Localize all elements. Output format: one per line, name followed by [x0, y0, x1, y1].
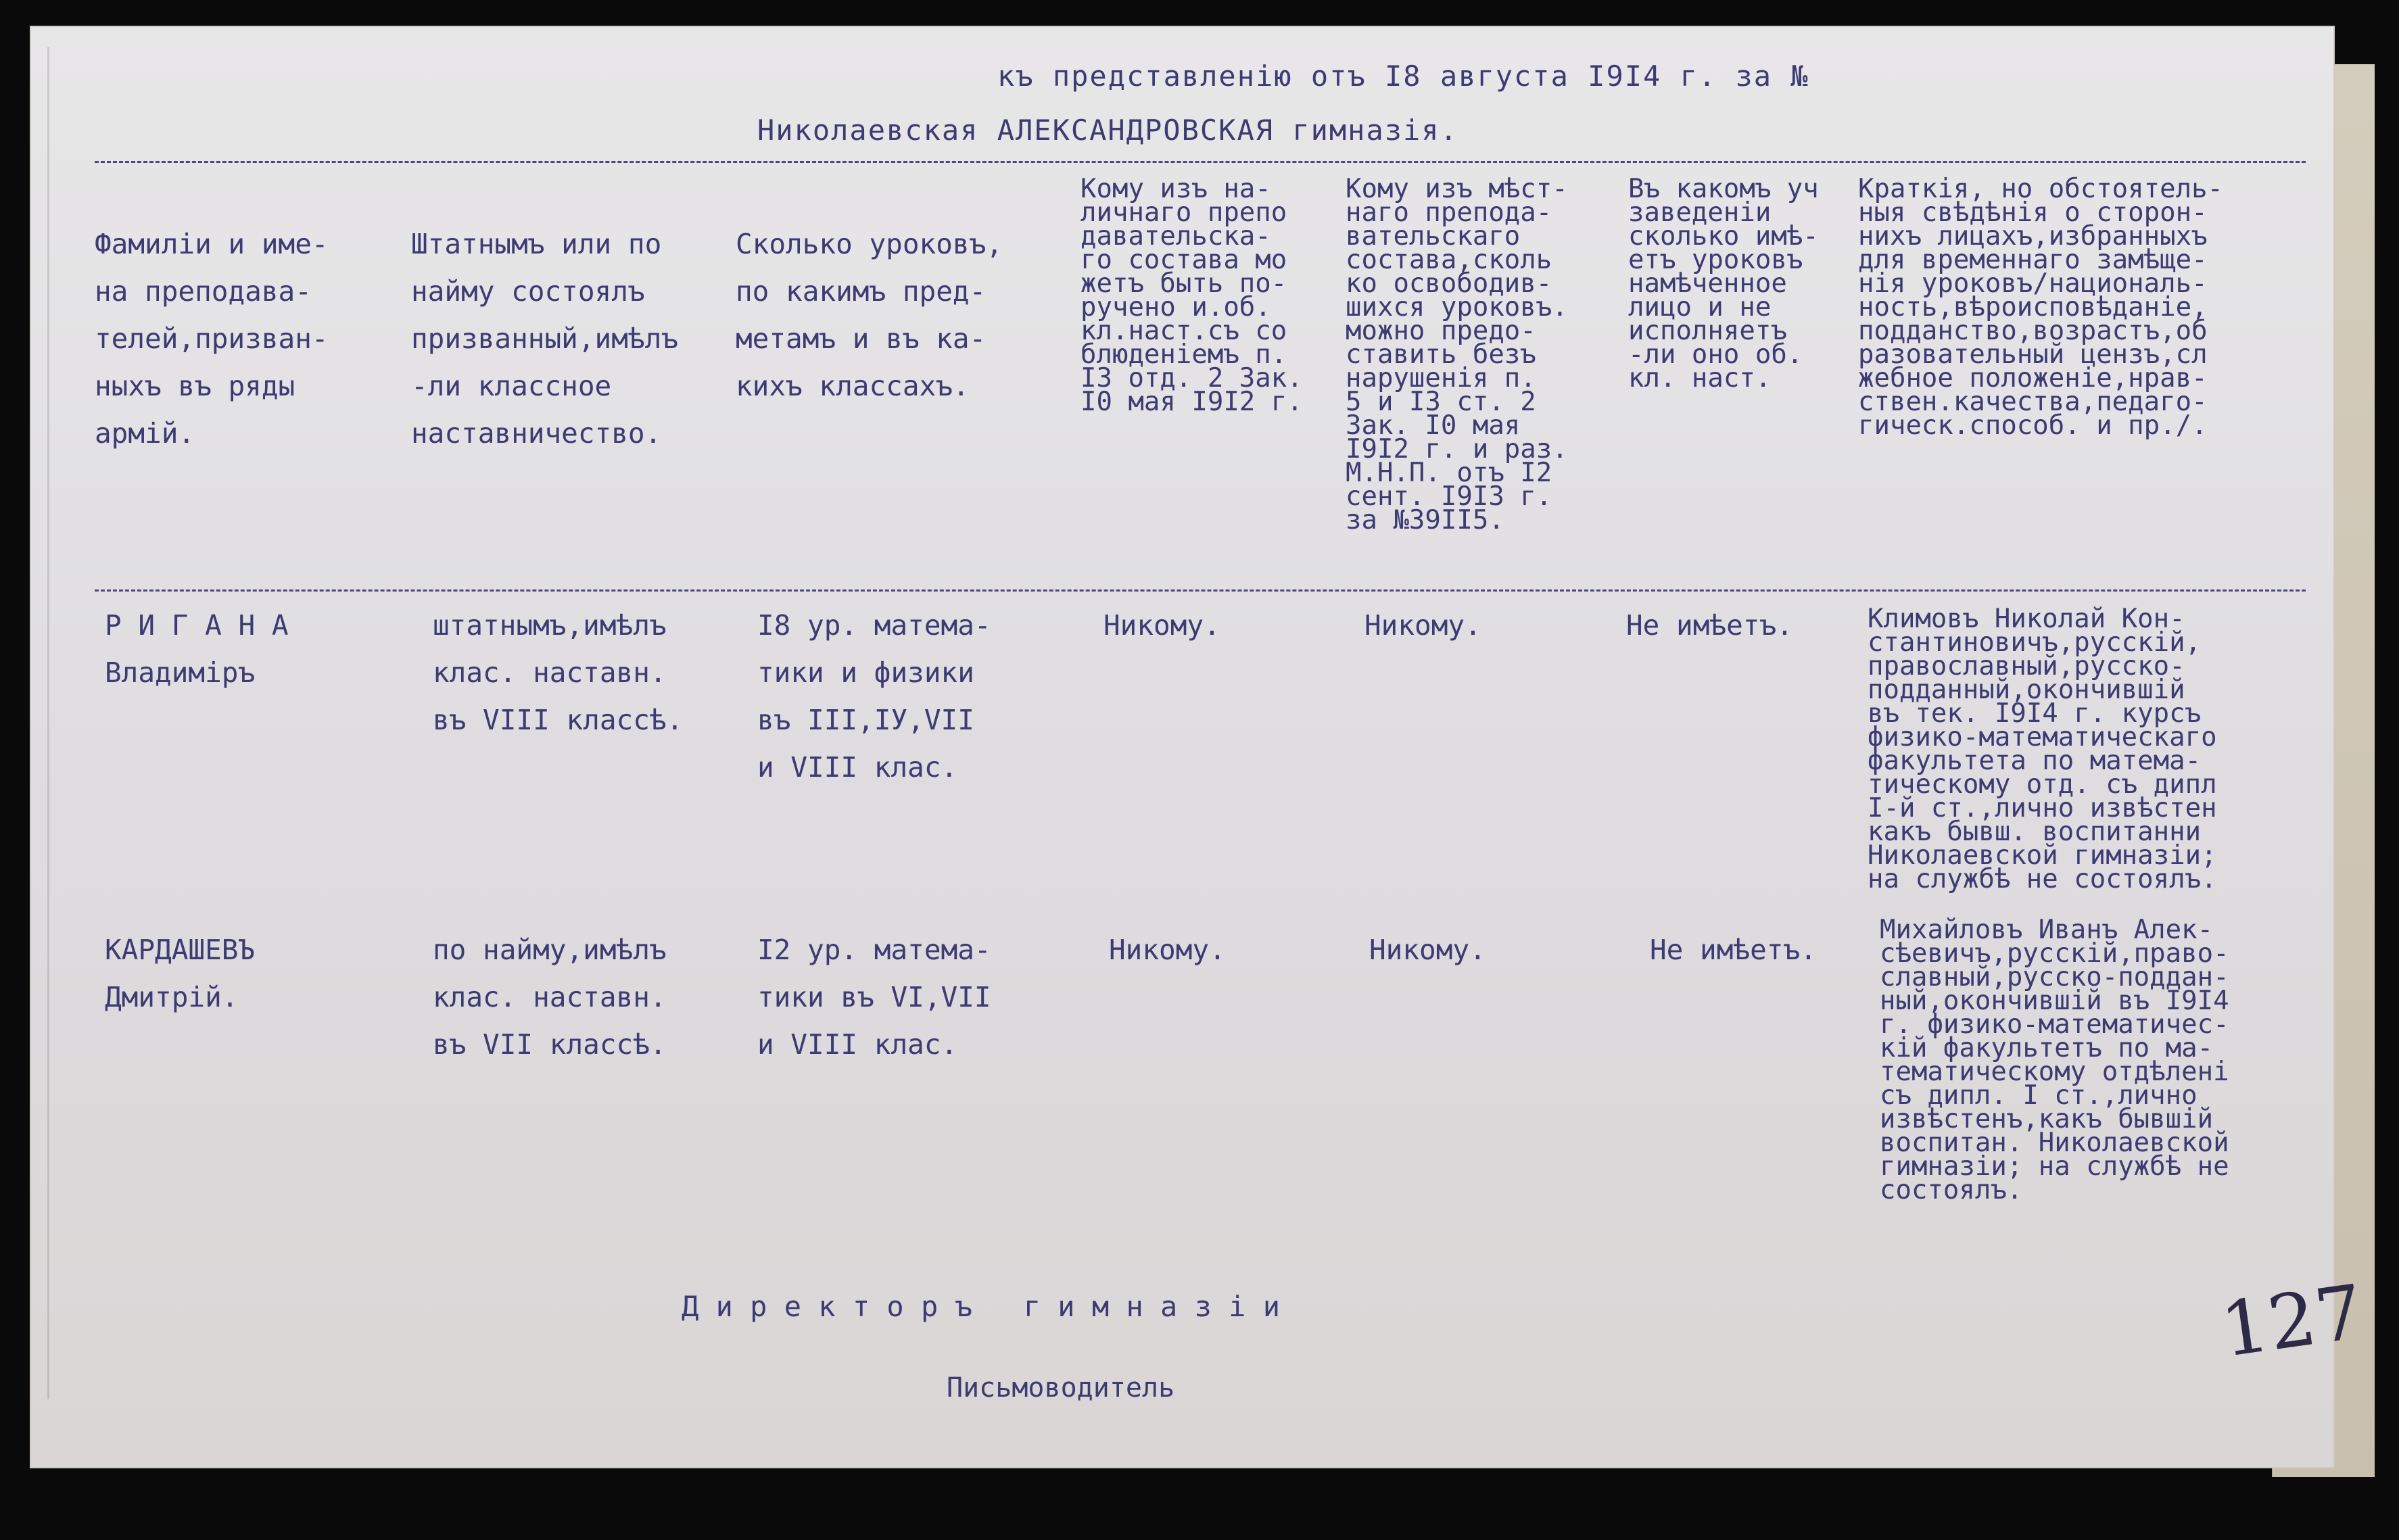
- middle-dashed-rule: [95, 589, 2306, 592]
- row2-assign-lessons: Никому.: [1369, 934, 1486, 966]
- row2-assign-class: Никому.: [1109, 934, 1226, 966]
- row2-candidate: Михайловъ Иванъ Алек- сѣевичъ,русскій,право- славный,русско-поддан- ный,окончившій въ I9I4 г. физико-математичес- кій факультетъ по ма- тематическому отдѣлені съ дипл. I ст.,лично извѣстенъ,какъ бывшій воспитан. Николаевской гимназіи; на службѣ не состоялъ.: [1880, 915, 2229, 1205]
- clerk-signature-line: Письмоводитель: [947, 1372, 1175, 1403]
- row1-other-school: Не имѣетъ.: [1626, 609, 1793, 642]
- col-heading-candidate: Краткія, но обстоятель- ныя свѣдѣнія о сторон- нихъ лицахъ,избранныхъ для временнаго замѣще- нія уроковъ/националь- ность,вѣроисповѣданіе, подданство,возрастъ,об разовательный цензъ,сл жебное положеніе,нрав- ствен.качества,педаго- гическ.способ. и пр./.: [1858, 174, 2224, 441]
- col-heading-name: Фамиліи и име- на преподава- телей,призван- ныхъ въ ряды армій.: [95, 228, 329, 450]
- handwritten-page-number: 127: [2216, 1268, 2369, 1374]
- header-line-2: Николаевская АЛЕКСАНДРОВСКАЯ гимназія.: [757, 114, 1458, 147]
- row1-assign-lessons: Никому.: [1364, 609, 1481, 642]
- row1-name: Р И Г А Н А Владиміръ: [105, 609, 289, 689]
- row1-candidate: Климовъ Николай Кон- стантиновичъ,русскій, православный,русско- подданный,окончившій въ тек. I9I4 г. курсъ физико-математическаго факультета по матема- тическому отд. съ дипл I-й ст.,лично извѣстен какъ бывш. воспитанни Николаевской гимназіи; на службѣ не состоялъ.: [1868, 604, 2217, 894]
- row1-assign-class: Никому.: [1103, 609, 1220, 642]
- row2-name: КАРДАШЕВЪ Дмитрій.: [105, 934, 256, 1013]
- row2-other-school: Не имѣетъ.: [1650, 934, 1817, 966]
- row1-lessons: I8 ур. матема- тики и физики въ III,IУ,VII и VIII клас.: [757, 609, 991, 784]
- col-heading-status: Штатнымъ или по найму состоялъ призванный,имѣлъ -ли классное наставничество.: [411, 228, 678, 450]
- director-signature-line: Д и р е к т о р ъ г и м н а з і и: [682, 1290, 1281, 1323]
- col-heading-assign-class: Кому изъ на- личнаго препо давательска- го состава мо жетъ быть по- ручено и.об. кл.наст.съ со блюденіемъ п. I3 отд. 2 Зак. I0 мая I9I2 г.: [1080, 174, 1303, 417]
- col-heading-lessons: Сколько уроковъ, по какимъ пред- метамъ и въ ка- кихъ классахъ.: [736, 228, 1003, 402]
- row2-lessons: I2 ур. матема- тики въ VI,VII и VIII клас.: [757, 934, 991, 1061]
- col-heading-assign-lessons: Кому изъ мѣст- наго препода- вательскаго состава,сколь ко освободив- шихся уроковъ. можно предо- ставить безъ нарушенія п. 5 и I3 ст. 2 Зак. I0 мая I9I2 г. и раз. М.Н.П. отъ I2 сент. I9I3 г. за №39II5.: [1346, 174, 1568, 535]
- col-heading-other-school: Въ какомъ уч заведеніи сколько имѣ- етъ уроковъ намѣченное лицо и не исполняетъ -ли оно об. кл. наст.: [1628, 174, 1819, 393]
- row2-status: по найму,имѣлъ клас. наставн. въ VII классѣ.: [433, 934, 667, 1061]
- top-dashed-rule: [95, 161, 2306, 163]
- row1-status: штатнымъ,имѣлъ клас. наставн. въ VIII классѣ.: [433, 609, 684, 736]
- header-line-1: къ представленію отъ I8 августа I9I4 г. за №: [997, 59, 1809, 93]
- page-fold-line: [47, 47, 49, 1399]
